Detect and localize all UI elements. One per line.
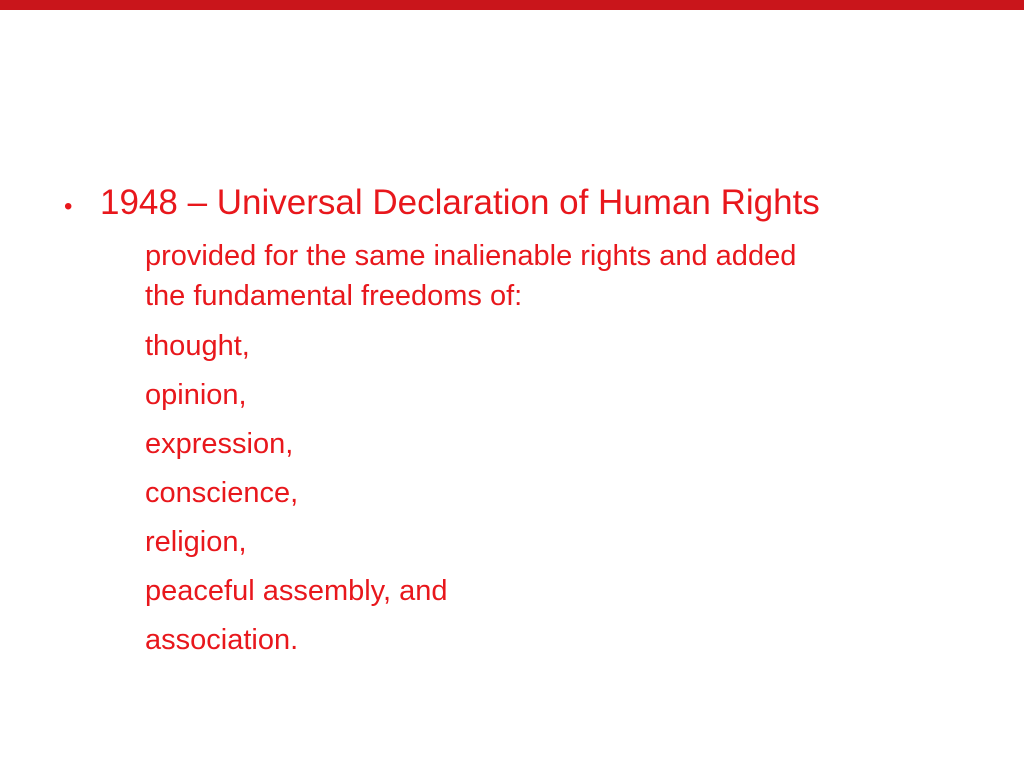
list-item-expression: expression, [145, 428, 294, 460]
list-item-opinion: opinion, [145, 379, 247, 411]
list-item-assembly: peaceful assembly, and [145, 575, 448, 607]
list-item-association: association. [145, 624, 299, 656]
title-row [64, 180, 820, 230]
list-item-conscience: conscience, [145, 477, 299, 509]
body-paragraph-line-1: provided for the same inalienable rights and added [145, 240, 797, 272]
freedom-list [145, 322, 448, 665]
slide-title: 1948 – Universal Declaration of Human Rights [100, 183, 820, 222]
top-accent-bar [0, 0, 1024, 10]
list-item-religion: religion, [145, 526, 247, 558]
list-item-thought: thought, [145, 330, 250, 362]
bullet-icon: • [64, 193, 73, 220]
body-paragraph-line-2: the fundamental freedoms of: [145, 280, 523, 312]
body-paragraph [145, 236, 935, 316]
